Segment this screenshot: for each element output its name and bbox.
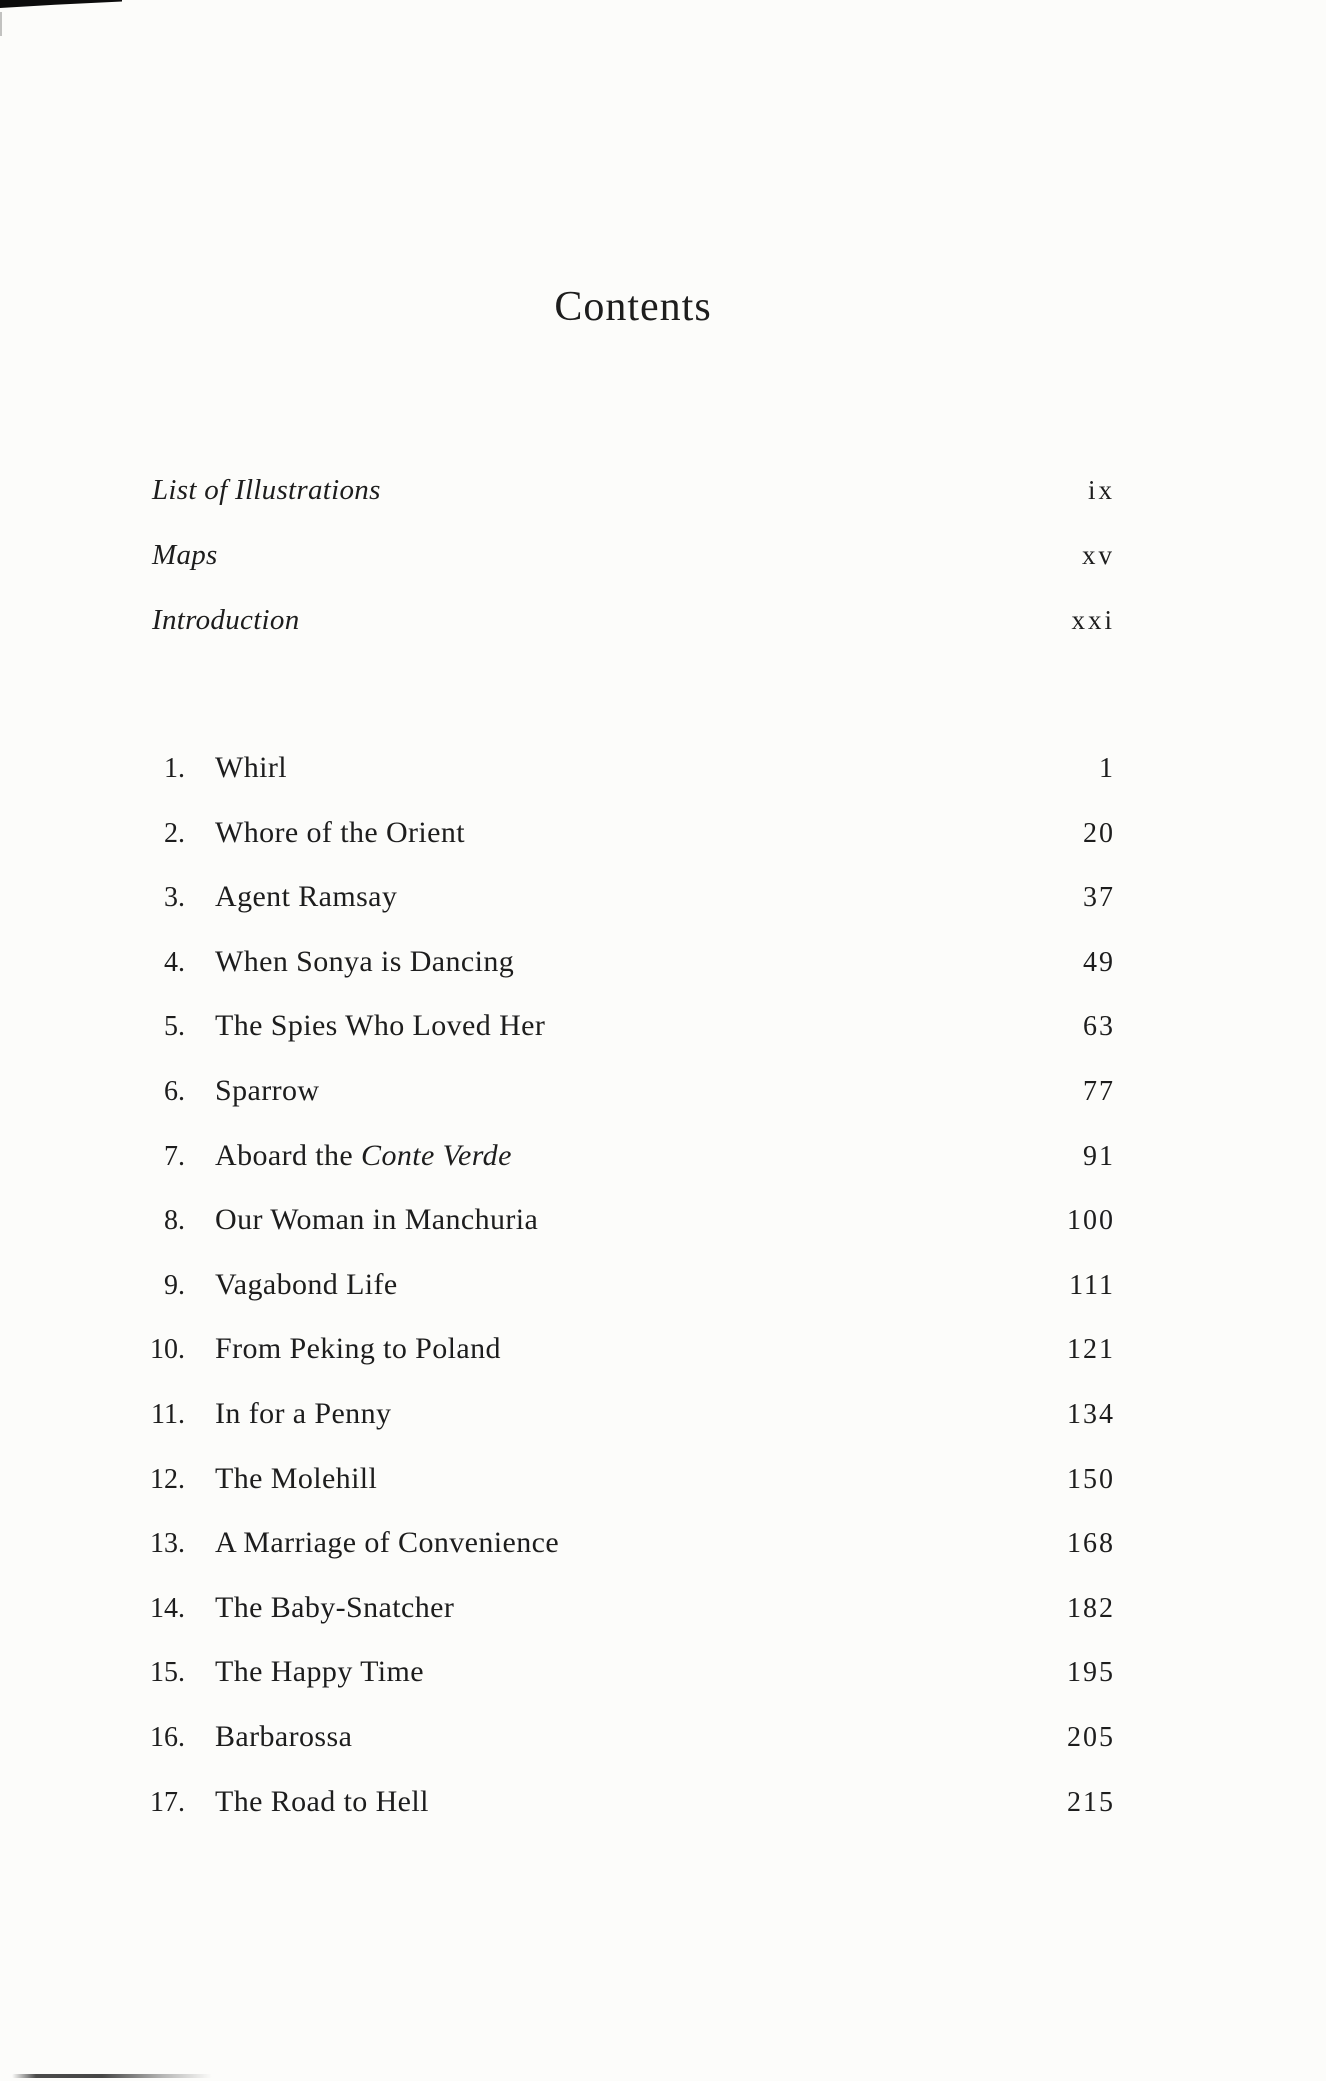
chapter-page-number: 1 — [1099, 753, 1115, 784]
chapter-title — [215, 1009, 1083, 1043]
chapter-title — [215, 1462, 1067, 1496]
front-matter-row — [152, 474, 1115, 539]
chapter-number: 12. — [150, 1463, 185, 1495]
chapter-page-number: 91 — [1083, 1140, 1115, 1172]
chapter-row — [146, 751, 1115, 816]
chapter-title — [215, 1591, 1067, 1625]
chapter-number: 6. — [164, 1075, 185, 1107]
chapter-page-number: 150 — [1067, 1463, 1115, 1495]
chapter-title-part: The Molehill — [215, 1461, 378, 1495]
chapter-row — [146, 1655, 1115, 1720]
scan-artifact-bottom-left — [12, 2074, 212, 2078]
chapter-page-number: 121 — [1067, 1334, 1115, 1366]
front-matter-page-number: ix — [1087, 475, 1115, 505]
chapter-row — [146, 1009, 1115, 1074]
front-matter-row — [152, 539, 1115, 604]
chapter-row — [146, 1139, 1115, 1204]
chapter-row — [146, 1720, 1115, 1785]
chapter-page-number: 215 — [1067, 1786, 1115, 1818]
chapter-title-part: Aboard the — [215, 1138, 362, 1172]
chapter-page-number: 49 — [1083, 946, 1115, 978]
chapter-number: 9. — [164, 1269, 185, 1301]
chapter-page-number: 168 — [1067, 1528, 1115, 1560]
chapter-number: 8. — [164, 1205, 185, 1237]
chapter-title — [215, 1268, 1069, 1302]
chapter-title-part: When Sonya is Dancing — [215, 944, 515, 978]
chapter-title-part: The Spies Who Loved Her — [215, 1009, 546, 1043]
chapter-number: 10. — [150, 1334, 185, 1366]
chapter-number: 7. — [164, 1140, 185, 1172]
front-matter-row — [152, 604, 1115, 669]
chapter-number: 15. — [150, 1657, 185, 1689]
chapter-row — [146, 1462, 1115, 1527]
chapter-title-part: Our Woman in Manchuria — [215, 1203, 539, 1237]
chapter-number: 4. — [164, 946, 185, 978]
chapter-title — [215, 1074, 1083, 1108]
front-matter-label: Introduction — [152, 603, 300, 636]
chapter-row — [146, 1074, 1115, 1139]
chapter-title — [215, 1397, 1067, 1431]
chapter-title — [215, 751, 1099, 785]
chapter-page-number: 20 — [1083, 817, 1115, 849]
chapter-title-part: Barbarossa — [215, 1719, 353, 1753]
front-matter-label: Maps — [152, 538, 218, 571]
chapter-row — [146, 1397, 1115, 1462]
chapter-title — [215, 1785, 1067, 1819]
chapter-page-number: 195 — [1067, 1657, 1115, 1689]
chapter-title-part: In for a Penny — [215, 1396, 392, 1430]
chapter-title — [215, 1332, 1067, 1366]
chapter-title-part: A Marriage of Convenience — [215, 1526, 560, 1560]
chapter-number: 11. — [151, 1398, 185, 1430]
front-matter-list — [152, 474, 1115, 668]
chapter-number: 5. — [164, 1011, 185, 1043]
chapter-title — [215, 1526, 1067, 1560]
page-title: Contents — [554, 284, 712, 330]
chapter-title — [215, 880, 1083, 914]
chapter-title-part: Whore of the Orient — [215, 815, 466, 849]
chapter-page-number: 37 — [1083, 882, 1115, 914]
chapter-row — [146, 816, 1115, 881]
chapter-page-number: 100 — [1067, 1205, 1115, 1237]
chapter-title-part: Vagabond Life — [215, 1267, 398, 1301]
chapter-title — [215, 1203, 1067, 1237]
chapter-row — [146, 1785, 1115, 1850]
front-matter-page-number: xv — [1082, 539, 1115, 570]
chapter-row — [146, 1332, 1115, 1397]
chapter-number: 1. — [164, 753, 185, 784]
chapter-title-part: Conte Verde — [361, 1138, 512, 1172]
chapter-page-number: 134 — [1067, 1398, 1115, 1430]
chapter-title-part: The Road to Hell — [215, 1784, 429, 1818]
scan-artifact-left-edge — [0, 12, 2, 36]
chapter-title — [215, 1655, 1067, 1689]
chapter-row — [146, 1203, 1115, 1268]
chapter-row — [146, 945, 1115, 1010]
chapter-page-number: 182 — [1067, 1592, 1115, 1624]
chapter-page-number: 63 — [1083, 1011, 1115, 1043]
chapter-title-part: Whirl — [215, 751, 287, 784]
chapter-row — [146, 1526, 1115, 1591]
chapter-number: 16. — [150, 1721, 185, 1753]
chapter-row — [146, 1268, 1115, 1333]
chapter-row — [146, 1591, 1115, 1656]
chapter-title-part: From Peking to Poland — [215, 1332, 501, 1366]
chapter-title — [215, 1720, 1067, 1754]
chapter-title — [215, 816, 1083, 850]
chapter-number: 2. — [164, 817, 185, 849]
chapter-title-part: Agent Ramsay — [215, 880, 398, 914]
chapter-title-part: Sparrow — [215, 1073, 320, 1107]
chapter-title — [215, 945, 1083, 979]
chapter-page-number: 205 — [1067, 1721, 1115, 1753]
chapter-title — [215, 1139, 1083, 1173]
chapter-title-part: The Baby-Snatcher — [215, 1590, 455, 1624]
chapter-list — [146, 751, 1115, 1849]
scan-artifact-top-left — [0, 0, 122, 8]
chapter-number: 3. — [164, 882, 185, 914]
chapter-page-number: 111 — [1069, 1269, 1115, 1301]
front-matter-label: List of Illustrations — [152, 474, 381, 506]
chapter-row — [146, 880, 1115, 945]
chapter-number: 17. — [150, 1786, 185, 1818]
chapter-page-number: 77 — [1083, 1075, 1115, 1107]
chapter-number: 14. — [150, 1592, 185, 1624]
front-matter-page-number: xxi — [1071, 604, 1115, 635]
chapter-title-part: The Happy Time — [215, 1655, 424, 1689]
chapter-number: 13. — [150, 1528, 185, 1560]
